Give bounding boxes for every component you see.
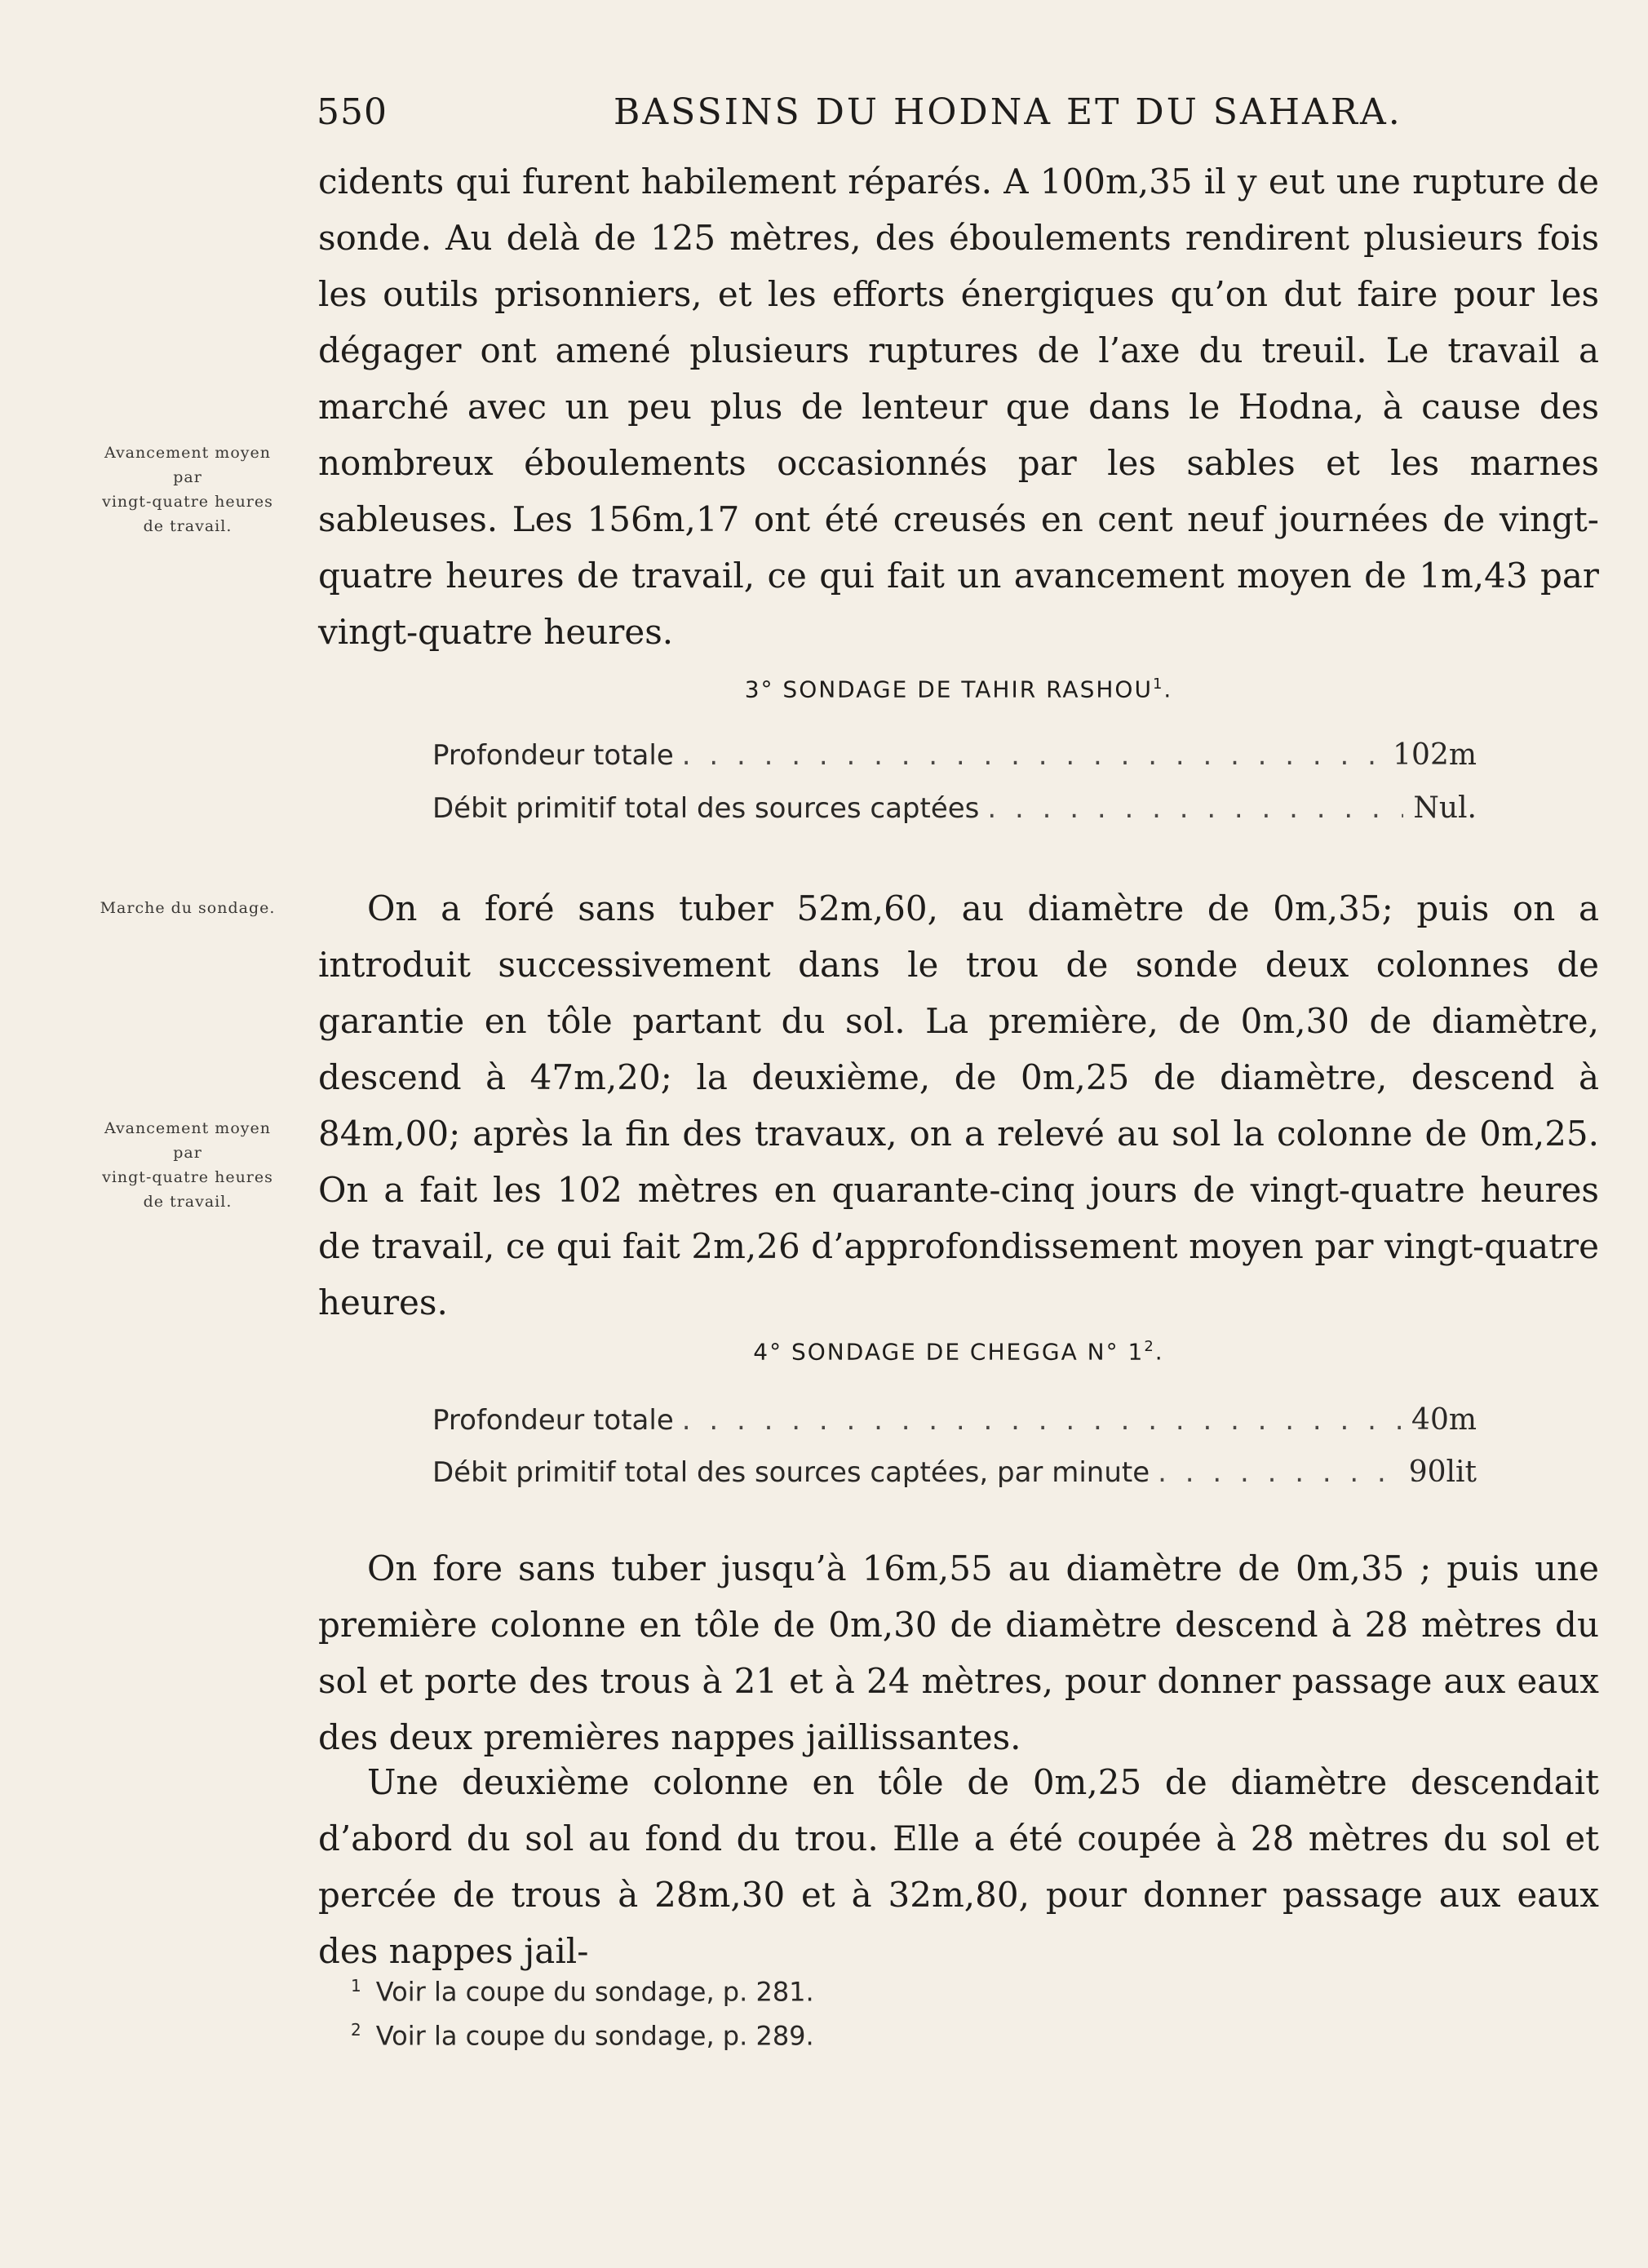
paragraph-3: On fore sans tuber jusqu’à 16m,55 au diamètre de 0m,35 ; puis une première colonne en tôle de 0m,30 de diamètre descend à 28 mètres du sol et porte des trous à 21 et à 24 mètres, pour donner passage aux eaux des deux premières nappes jaillissantes. [318,1548,1599,1757]
leader-dots [1158,1456,1401,1489]
margin-note-line: Avancement moyen [104,444,271,462]
row-label: Débit primitif total des sources captées [432,792,980,825]
leader-dots [682,739,1384,772]
section-heading-4: 4° SONDAGE DE CHEGGA N° $1^2$. [753,1338,1164,1366]
paragraph-2: On a foré sans tuber 52m,60, au diamètre de 0m,35; puis on a introduit successivement dans le trou de sonde deux colonnes de garantie en tôle partant du sol. La première, de 0m,30 de diamètre, descend à 47m,20; la deuxième, de 0m,25 de diamètre, descend à 84m,00; après la fin des travaux, on a relevé au sol la colonne de 0m,25. On a fait les 102 mètres en quarante-cinq jours de vingt-quatre heures de travail, ce qui fait 2m,26 d’approfondissement moyen par vingt-quatre heures. [318,888,1599,1322]
data-row-flow [432,791,1477,825]
margin-note-line: de travail. [143,1193,233,1211]
margin-note-line: Avancement moyen [104,1119,271,1137]
margin-note-line: vingt-quatre heures [102,493,273,511]
footnote-2 [351,2020,814,2052]
footnote-text: Voir la coupe du sondage, p. 281. [375,1976,814,2008]
section-title: 3° SONDAGE DE TAHIR RASHOU [744,676,1153,703]
margin-note-line: de travail. [143,517,233,535]
page-number: 550 [317,91,388,133]
row-label: Profondeur totale [432,1404,674,1437]
footnote-ref: 2 [1144,1338,1155,1355]
data-row-flow-per-minute [432,1455,1477,1489]
margin-note-line: par [173,1144,202,1162]
row-value: 40m [1411,1403,1477,1437]
footnote-text: Voir la coupe du sondage, p. 289. [375,2020,814,2052]
paragraph-4: Une deuxième colonne en tôle de 0m,25 de diamètre descendait d’abord du sol au fond du trou. Elle a été coupée à 28 mètres du sol et percée de trous à 28m,30 et à 32m,80, pour donner passage aux eaux des nappes jail- [318,1762,1599,1971]
row-label: Profondeur totale [432,739,674,772]
margin-note-drilling-progress [82,896,294,920]
leader-dots [987,792,1403,825]
section-title: 4° SONDAGE DE CHEGGA N° 1 [753,1338,1145,1366]
margin-note-line: par [173,468,202,486]
leader-dots [682,1404,1403,1437]
footnote-1 [351,1976,814,2008]
paragraph-1: cidents qui furent habilement réparés. A 100m,35 il y eut une rupture de sonde. Au delà de 125 mètres, des éboulements rendirent plusieurs fois les outils prisonniers, et les efforts énergiques qu’on dut faire pour les dégager ont amené plusieurs ruptures de l’axe du treuil. Le travail a marché avec un peu plus de lenteur que dans le Hodna, à cause des nombreux éboulements occasionnés par les sables et les marnes sableuses. Les 156m,17 ont été creusés en cent neuf journées de vingt-quatre heures de travail, ce qui fait un avancement moyen de 1m,43 par vingt-quatre heures. [318,162,1599,652]
running-title: BASSINS DU HODNA ET DU SAHARA. [614,91,1402,133]
row-value: 102m [1393,738,1477,772]
data-row-total-depth [432,738,1477,772]
row-value: 90lit [1408,1455,1477,1489]
footnote-ref: 1 [1152,676,1164,693]
data-row-total-depth [432,1403,1477,1437]
row-value: Nul. [1413,791,1477,825]
footnote-mark: 1 [351,1976,361,1996]
margin-note-line: vingt-quatre heures [102,1168,273,1186]
margin-note-advance-rate-2 [82,1116,294,1214]
section-heading-3: 3° SONDAGE DE TAHIR RASHOU$^1$. [744,676,1173,703]
row-label: Débit primitif total des sources captées, par minute [432,1456,1150,1489]
margin-note-advance-rate-1 [82,441,294,538]
footnote-mark: 2 [351,2020,361,2040]
margin-note-line: Marche du sondage. [100,899,276,917]
